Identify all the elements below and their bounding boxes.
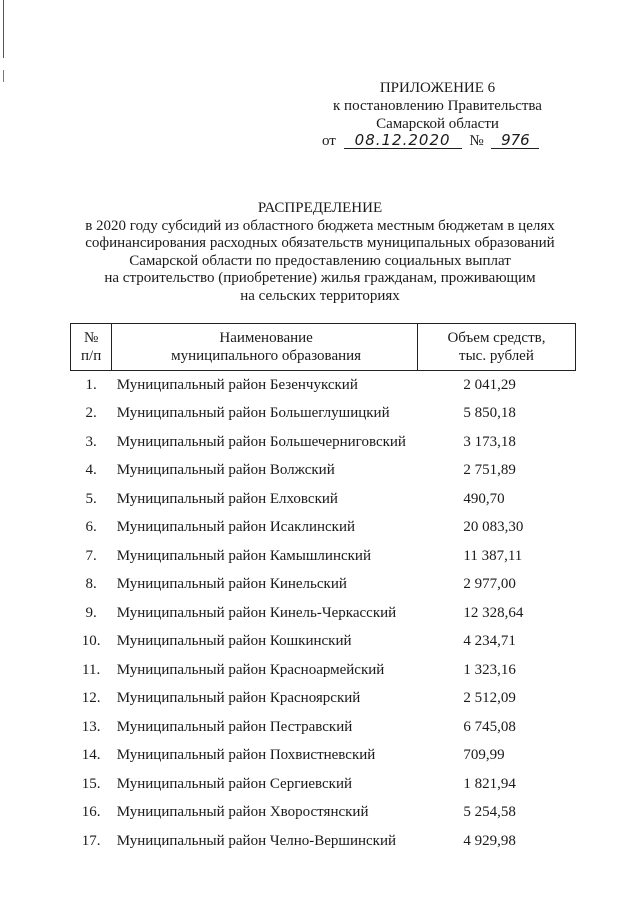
- row-number: 4.: [85, 462, 97, 479]
- amount-value: 11 387,11: [463, 547, 523, 564]
- appendix-header: [300, 79, 575, 133]
- table-row: [71, 514, 576, 543]
- table-row: [71, 656, 576, 685]
- title-line: Самарской области по предоставлению социальных выплат: [129, 252, 511, 269]
- municipality-name: Муниципальный район Кошкинский: [116, 633, 352, 650]
- amount-value: 3 173,18: [463, 433, 516, 450]
- amount-value: 709,99: [463, 747, 505, 764]
- municipality-name: Муниципальный район Похвистневский: [116, 747, 376, 764]
- header-municipality: [112, 324, 418, 371]
- header-amount: [417, 324, 575, 371]
- amount-value: 490,70: [463, 490, 505, 507]
- table-row: [71, 542, 576, 571]
- table-row: [71, 571, 576, 600]
- table-row: [71, 485, 576, 514]
- header-amount-line: Объем средств,: [447, 330, 546, 346]
- handwritten-number: 976: [491, 133, 539, 149]
- distribution-table: [70, 323, 576, 856]
- handwritten-date: 08.12.2020: [344, 133, 462, 149]
- row-number: 10.: [81, 633, 101, 650]
- row-number: 16.: [81, 804, 101, 821]
- row-number: 7.: [85, 547, 97, 564]
- title-line: софинансирования расходных обязательств муниципальных образований: [85, 235, 555, 251]
- amount-value: 6 745,08: [463, 718, 516, 735]
- table-row: [71, 827, 576, 856]
- scan-edge-mark: [3, 0, 4, 58]
- amount-value: 20 083,30: [463, 519, 524, 536]
- from-label: от: [322, 133, 336, 149]
- table-header-row: [71, 324, 576, 371]
- row-number: 5.: [85, 490, 97, 507]
- row-number: 13.: [81, 718, 101, 735]
- table-row: [71, 628, 576, 657]
- municipality-name: Муниципальный район Кинельский: [116, 576, 347, 593]
- row-number: 15.: [81, 775, 101, 792]
- table-row: [71, 742, 576, 771]
- header-municipality-line: муниципального образования: [171, 348, 362, 364]
- amount-value: 4 234,71: [463, 633, 516, 650]
- appendix-title: ПРИЛОЖЕНИЕ 6: [379, 80, 496, 96]
- row-number: 14.: [81, 747, 101, 764]
- row-number: 12.: [81, 690, 101, 707]
- appendix-subtitle: к постановлению Правительства: [333, 98, 542, 114]
- municipality-name: Муниципальный район Кинель-Черкасский: [116, 604, 397, 621]
- title-line: на сельских территориях: [240, 287, 400, 304]
- municipality-name: Муниципальный район Камышлинский: [116, 547, 371, 564]
- header-municipality-line: Наименование: [219, 330, 313, 346]
- amount-value: 2 041,29: [463, 376, 516, 393]
- table-row: [71, 799, 576, 828]
- amount-value: 4 929,98: [463, 832, 516, 849]
- table-row: [71, 428, 576, 457]
- table-row: [71, 713, 576, 742]
- title-line: в 2020 году субсидий из областного бюджета местным бюджетам в целях: [85, 217, 555, 234]
- row-number: 1.: [85, 376, 97, 393]
- amount-value: 2 977,00: [463, 576, 516, 593]
- municipality-name: Муниципальный район Волжский: [116, 462, 335, 479]
- title-line: на строительство (приобретение) жилья гражданам, проживающим: [104, 270, 536, 286]
- number-label: №: [469, 133, 484, 149]
- header-amount-line: тыс. рублей: [459, 348, 534, 364]
- table-row: [71, 371, 576, 400]
- row-number: 2.: [85, 405, 97, 422]
- municipality-name: Муниципальный район Исаклинский: [116, 519, 356, 536]
- municipality-name: Муниципальный район Большеглушицкий: [116, 405, 390, 422]
- appendix-authority: Самарской области: [376, 116, 499, 132]
- table-row: [71, 400, 576, 429]
- municipality-name: Муниципальный район Красноярский: [116, 690, 361, 707]
- decree-reference: [322, 133, 582, 150]
- table-row: [71, 599, 576, 628]
- municipality-name: Муниципальный район Красноармейский: [116, 661, 385, 678]
- scan-edge-mark: [3, 70, 4, 82]
- municipality-name: Муниципальный район Большечерниговский: [116, 433, 406, 450]
- amount-value: 5 254,58: [463, 804, 516, 821]
- amount-value: 2 512,09: [463, 690, 516, 707]
- municipality-name: Муниципальный район Пестравский: [116, 718, 353, 735]
- row-number: 8.: [85, 576, 97, 593]
- header-number-line: №: [83, 330, 99, 346]
- amount-value: 1 323,16: [463, 661, 516, 678]
- row-number: 11.: [82, 661, 101, 678]
- municipality-name: Муниципальный район Елховский: [116, 490, 338, 507]
- document-title: [40, 200, 600, 305]
- row-number: 6.: [85, 519, 97, 536]
- table-row: [71, 770, 576, 799]
- row-number: 17.: [81, 832, 101, 849]
- amount-value: 2 751,89: [463, 462, 516, 479]
- table-row: [71, 685, 576, 714]
- header-number-line: п/п: [81, 348, 102, 364]
- amount-value: 1 821,94: [463, 775, 516, 792]
- municipality-name: Муниципальный район Безенчукский: [116, 376, 358, 393]
- row-number: 3.: [85, 433, 97, 450]
- table-row: [71, 457, 576, 486]
- header-number: [71, 324, 112, 371]
- municipality-name: Муниципальный район Хворостянский: [116, 804, 369, 821]
- amount-value: 12 328,64: [463, 604, 524, 621]
- municipality-name: Муниципальный район Челно-Вершинский: [116, 832, 397, 849]
- municipality-name: Муниципальный район Сергиевский: [116, 775, 353, 792]
- row-number: 9.: [85, 604, 97, 621]
- amount-value: 5 850,18: [463, 405, 516, 422]
- title-heading: РАСПРЕДЕЛЕНИЕ: [257, 200, 383, 216]
